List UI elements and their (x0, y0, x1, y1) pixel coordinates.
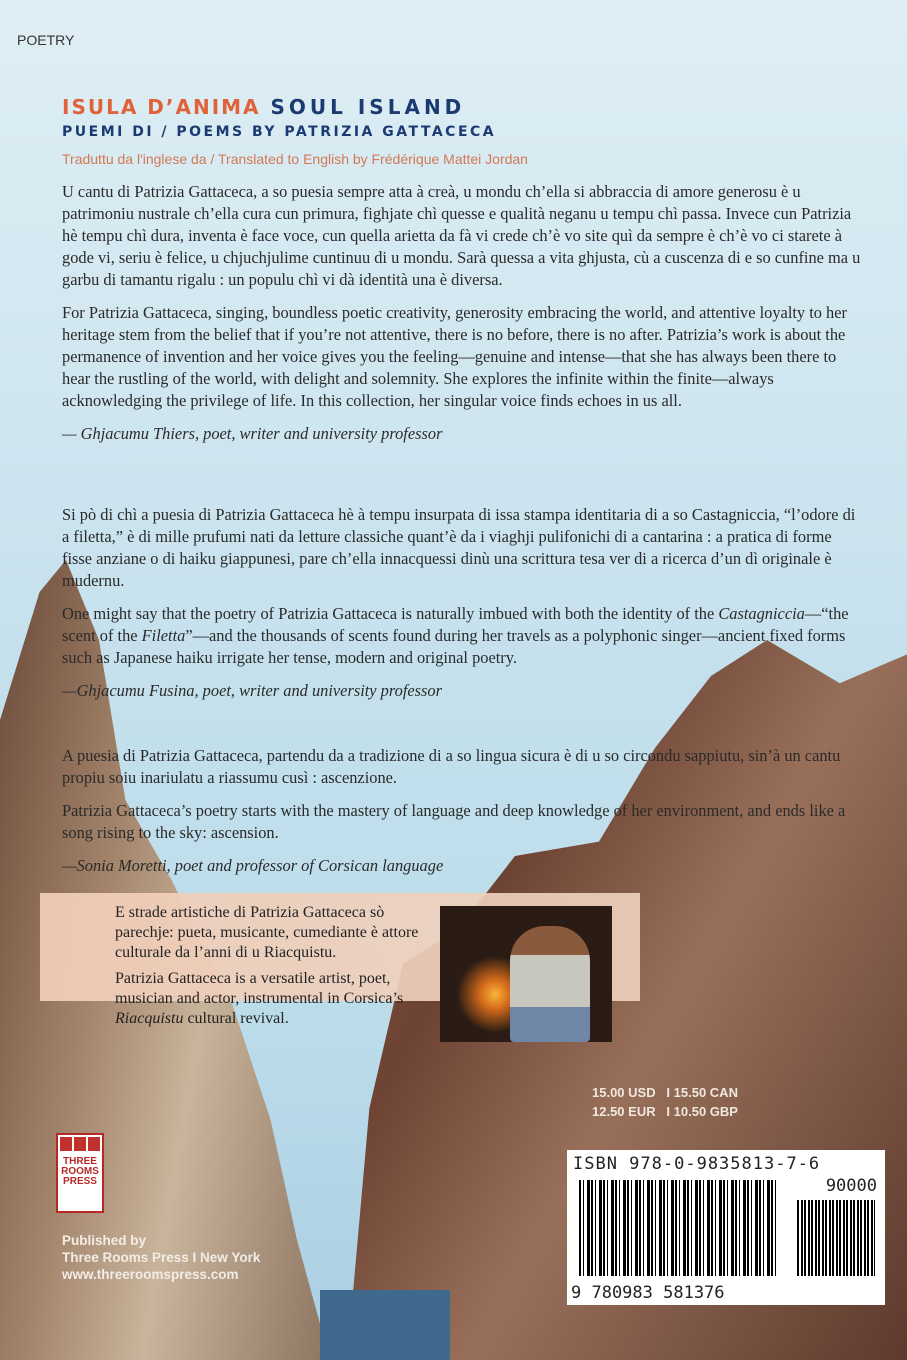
blurb-3-corsican: A puesia di Patrizia Gattaceca, partendu da a tradizione di a so lingua sicura è di u so circondu sappiutu, sin’à un cantu propiu soiu inariulatu a riassumu cusì : ascenzione. (62, 746, 841, 787)
price-addon-code: 90000 (825, 1176, 877, 1196)
blurb-3 (62, 745, 862, 888)
title-english: SOUL ISLAND (270, 95, 466, 119)
italic-text: Castagniccia (718, 604, 805, 623)
sea (320, 1290, 450, 1360)
publisher-logo (56, 1133, 104, 1213)
author-figure (510, 926, 590, 1042)
blurb-1 (62, 181, 862, 456)
author-photo (440, 906, 612, 1042)
text: —“the scent of the (62, 604, 849, 645)
logo-squares (58, 1135, 102, 1153)
text: cultural revival. (183, 1010, 289, 1027)
category-label: POETRY (17, 32, 75, 48)
bio-corsican: E strade artistiche di Patrizia Gattaceca sò parechje: pueta, musicante, cumediante è attore culturale da l’anni di u Riacquistu. (115, 904, 419, 961)
text: ”—and the thousands of scents found during her travels as a polyphonic singer—ancient fixed forms such as Japanese haiku irrigate her tense, modern and original poetry. (62, 626, 846, 667)
translator-line: Traduttu da l'inglese da / Translated to English by Frédérique Mattei Jordan (62, 151, 528, 167)
author-bio (115, 903, 435, 1035)
book-title (62, 95, 465, 119)
blurb-2-attribution: —Ghjacumu Fusina, poet, writer and university professor (62, 681, 443, 700)
blurb-2 (62, 504, 862, 713)
blurb-3-english: Patrizia Gattaceca’s poetry starts with the mastery of language and deep knowledge of her environment, and ends like a song rising to the sky: ascension. (62, 801, 846, 842)
barcode-bars (579, 1180, 779, 1276)
publisher-name: Three Rooms Press I New York (62, 1250, 261, 1265)
blurb-2-corsican: Si pò di chì a puesia di Patrizia Gattaceca hè à tempu insurpata di issa stampa identitaria di a so Castagniccia, “l’odore di a filetta,” è di mille prufumi nati da letture classiche quant’è da i viaghji pulifonichi di a cantarina : a pratica di forme fisse anziane o di haiku giappunesi, pare ch’ella innacquessi dinù una scrittura tesa ver di a ricerca d’un dì originale è mudernu. (62, 505, 856, 590)
blurb-1-attribution: — Ghjacumu Thiers, poet, writer and university professor (62, 424, 443, 443)
bio-english (115, 969, 435, 1029)
italic-text: Filetta (141, 626, 186, 645)
price-list: 15.00 USD I 15.50 CAN 12.50 EUR I 10.50 GBP (592, 1085, 738, 1119)
text: One might say that the poetry of Patrizia Gattaceca is naturally imbued with both the identity of the (62, 604, 719, 623)
ean-number: 9 780983 581376 (571, 1283, 725, 1303)
published-by: Published by (62, 1233, 147, 1248)
publisher-website: www.threeroomspress.com (62, 1267, 239, 1282)
publisher-info (62, 1232, 260, 1283)
blurb-1-english: For Patrizia Gattaceca, singing, boundless poetic creativity, generosity embracing the world, and attentive loyalty to her heritage stem from the belief that if you’re not attentive, there is no before, there is no after. Patrizia’s work is about the permanence of invention and her voice gives you the feeling—genuine and intense—that she has always been there to hear the rustling of the world, with delight and solemnity. She explores the infinite within the finite—always acknowledging the privilege of life. In this collection, her singular voice finds echoes in us all. (62, 303, 847, 410)
blurb-1-corsican: U cantu di Patrizia Gattaceca, a so puesia sempre atta à creà, u mondu ch’ella si abbraccia di amore generosu è u patrimoniu nustrale ch’ella cura cun primura, fighjate chì quesse e qualità neganu u tempu chì passa. Invece cun Patrizia hè tempu chì dura, inventa è face voce, cun quella arietta da fà vi crede ch’è vo site quì da sempre è ch’è vo ci starete à gode vi, seriu è felice, u chjuchjulime cuntinuu di u mondu. Sarà quessa a vita ghjusta, cù a cuscenza di e so cunfine ma u garbu di tamantu rigalu : un populu chì vi dà identità una è diversa. (62, 182, 861, 289)
blurb-2-english (62, 603, 862, 669)
italic-text: Riacquistu (115, 1010, 184, 1027)
isbn-barcode (567, 1150, 885, 1305)
title-corsican: ISULA D’ANIMA (62, 95, 261, 119)
logo-text: THREE ROOMS PRESS (61, 1156, 99, 1187)
author-line: PUEMI DI / POEMS BY PATRIZIA GATTACECA (62, 124, 497, 140)
isbn-text: ISBN 978-0-9835813-7-6 (573, 1154, 821, 1174)
addon-bars (797, 1200, 875, 1276)
blurb-3-attribution: —Sonia Moretti, poet and professor of Corsican language (62, 856, 444, 875)
text: Patrizia Gattaceca is a versatile artist, poet, musician and actor, instrumental in Corsica’s (115, 970, 404, 1007)
